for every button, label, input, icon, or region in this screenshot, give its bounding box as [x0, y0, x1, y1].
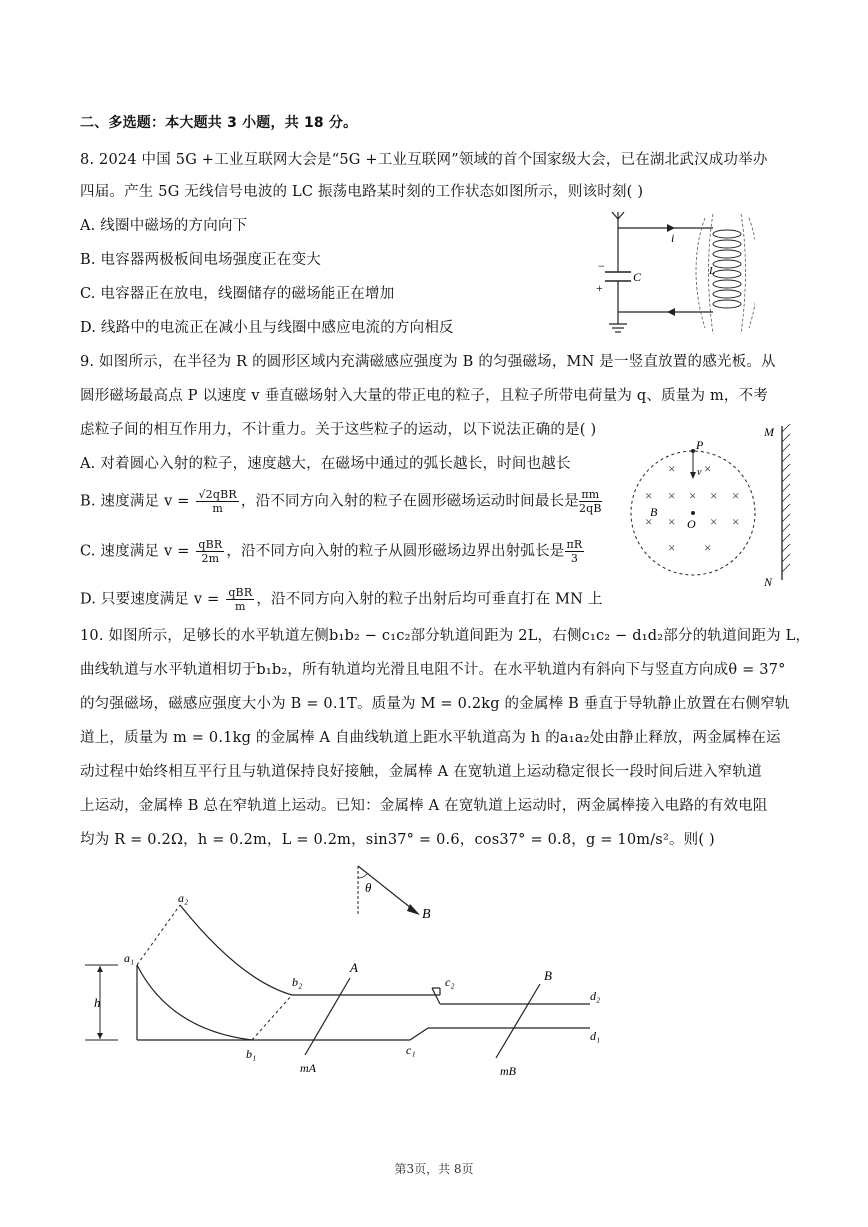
q8-option-b: B. 电容器两极板间电场强度正在变大 — [80, 252, 321, 268]
label-h: h — [94, 995, 101, 1010]
height-marker — [85, 965, 118, 1040]
label-B: B — [544, 968, 552, 983]
circular-field-figure — [630, 420, 805, 592]
label-C: C — [633, 270, 642, 284]
page-footer: 第3页，共 8页 — [394, 1162, 474, 1176]
q10-stem-line5: 动过程中始终相互平行且与轨道保持良好接触，金属棒 A 在宽轨道上运动稳定很长一段时间后进入窄轨道 — [80, 764, 762, 780]
q8-option-c: C. 电容器正在放电，线圈储存的磁场能正在增加 — [80, 286, 395, 302]
label-a2: a₂ — [178, 891, 189, 905]
q10-stem-line6: 上运动，金属棒 B 总在窄轨道上运动。已知：金属棒 A 在宽轨道上运动时，两金属棒接入电路的有效电阻 — [80, 798, 768, 814]
label-b2: b₂ — [292, 975, 303, 989]
upper-curved-rail — [180, 905, 292, 995]
b1b2-dashed — [252, 995, 292, 1040]
ground-icon — [609, 312, 627, 332]
q9-option-b: B. 速度满足 v = √2qBR m ，沿不同方向入射的粒子在圆形磁场运动时间最长是 $\frac{\pi m}{2qB}$ — [80, 488, 602, 515]
a1a2-dashed — [137, 905, 180, 965]
fraction-optD: qBR m — [228, 586, 253, 613]
antenna-icon — [612, 212, 624, 228]
svg-text:×: × — [710, 488, 718, 503]
svg-text:×: × — [689, 488, 697, 503]
velocity-arrow — [690, 472, 696, 479]
label-O: O — [687, 517, 696, 531]
rod-B — [496, 984, 540, 1058]
svg-text:×: × — [710, 514, 718, 529]
rod-A — [305, 978, 350, 1055]
center-O — [691, 511, 695, 515]
q10-stem-line4: 道上，质量为 m = 0.1kg 的金属棒 A 自曲线轨道上距水平轨道高为 h 的a₁a₂处由静止释放，两金属棒在运 — [80, 730, 781, 746]
svg-text:×: × — [704, 540, 712, 555]
svg-text:×: × — [645, 514, 653, 529]
label-B-field: B — [422, 907, 431, 922]
svg-text:×: × — [732, 514, 740, 529]
lower-curved-rail — [137, 965, 252, 1040]
q10-stem-line7: 均为 R = 0.2Ω，h = 0.2m，L = 0.2m，sin37° = 0.6，cos37° = 0.8，g = 10m/s²。则( ) — [80, 832, 715, 848]
label-v: v — [697, 467, 702, 478]
rails-figure — [80, 860, 620, 1085]
label-L: L — [709, 265, 716, 277]
svg-text:×: × — [704, 461, 712, 476]
q8-stem-line1: 8. 2024 中国 5G +工业互联网大会是“5G +工业互联网”领域的首个国家级大会，已在湖北武汉成功举办 — [80, 152, 768, 168]
svg-text:×: × — [732, 488, 740, 503]
coil-icon — [696, 214, 755, 334]
label-i: i — [671, 231, 675, 245]
label-mA: mA — [300, 1061, 316, 1075]
field-direction — [358, 866, 431, 922]
q9-stem-line2: 圆形磁场最高点 P 以速度 v 垂直磁场射入大量的带正电的粒子，且粒子所带电荷量为 q、质量为 m，不考 — [80, 388, 769, 404]
svg-text:×: × — [668, 488, 676, 503]
label-P: P — [696, 438, 704, 452]
lc-circuit-figure — [585, 210, 755, 345]
section-heading: 二、多选题：本大题共 3 小题，共 18 分。 — [80, 115, 358, 131]
label-M: M — [764, 425, 774, 439]
svg-text:×: × — [668, 514, 676, 529]
label-d2: d₂ — [590, 989, 601, 1003]
label-theta: θ — [365, 880, 372, 895]
q9-stem-line1: 9. 如图所示，在半径为 R 的圆形区域内充满磁感应强度为 B 的匀强磁场，MN 是一竖直放置的感光板。从 — [80, 354, 776, 370]
q8-option-d: D. 线路中的电流正在减小且与线圈中感应电流的方向相反 — [80, 320, 454, 336]
fraction-optB: √2qBR m — [198, 488, 237, 515]
fraction-optC: qBR 2m — [198, 538, 223, 565]
screen-hatching — [782, 424, 790, 572]
svg-text:×: × — [668, 540, 676, 555]
label-c2: c₂ — [445, 975, 455, 989]
label-B: B — [650, 505, 658, 519]
q8-stem-line2: 四届。产生 5G 无线信号电波的 LC 振荡电路某时刻的工作状态如图所示，则该时刻( ) — [80, 184, 644, 200]
label-d1: d₁ — [590, 1029, 601, 1043]
point-P — [691, 449, 695, 453]
q10-stem-line1: 10. 如图所示，足够长的水平轨道左侧b₁b₂ − c₁c₂部分轨道间距为 2L，右侧c₁c₂ − d₁d₂部分的轨道间距为 L， — [80, 628, 811, 644]
plus-sign: + — [596, 281, 603, 295]
q10-stem-line2: 曲线轨道与水平轨道相切于b₁b₂，所有轨道均光滑且电阻不计。在水平轨道内有斜向下与竖直方向成θ = 37° — [80, 662, 786, 678]
svg-text:×: × — [645, 488, 653, 503]
q10-stem-line3: 的匀强磁场，磁感应强度大小为 B = 0.1T。质量为 M = 0.2kg 的金属棒 B 垂直于导轨静止放置在右侧窄轨 — [80, 696, 790, 712]
minus-sign: − — [598, 259, 605, 273]
fraction-optB-time: $\frac{\pi m}{2qB}$ — [578, 488, 602, 515]
label-mB: mB — [500, 1064, 516, 1078]
label-c1: c₁ — [406, 1043, 416, 1057]
label-b1: b₁ — [246, 1047, 257, 1061]
q9-option-d: D. 只要速度满足 v = qBR m ，沿不同方向入射的粒子出射后均可垂直打在 MN 上 — [80, 586, 603, 613]
svg-text:×: × — [668, 461, 676, 476]
label-A: A — [350, 960, 358, 975]
fraction-optC-arc: $\frac{\pi R}{3}$ — [566, 538, 583, 565]
q9-option-c: C. 速度满足 v = qBR 2m ，沿不同方向入射的粒子从圆形磁场边界出射弧长是 $\frac{\pi R}{3}$ — [80, 538, 583, 565]
q9-option-a: A. 对着圆心入射的粒子，速度越大，在磁场中通过的弧长越长，时间也越长 — [80, 456, 571, 472]
label-a1: a₁ — [124, 951, 135, 965]
q8-option-a: A. 线圈中磁场的方向向下 — [80, 218, 248, 234]
label-N: N — [764, 575, 773, 589]
q9-stem-line3: 虑粒子间的相互作用力，不计重力。关于这些粒子的运动，以下说法正确的是( ) — [80, 422, 597, 438]
